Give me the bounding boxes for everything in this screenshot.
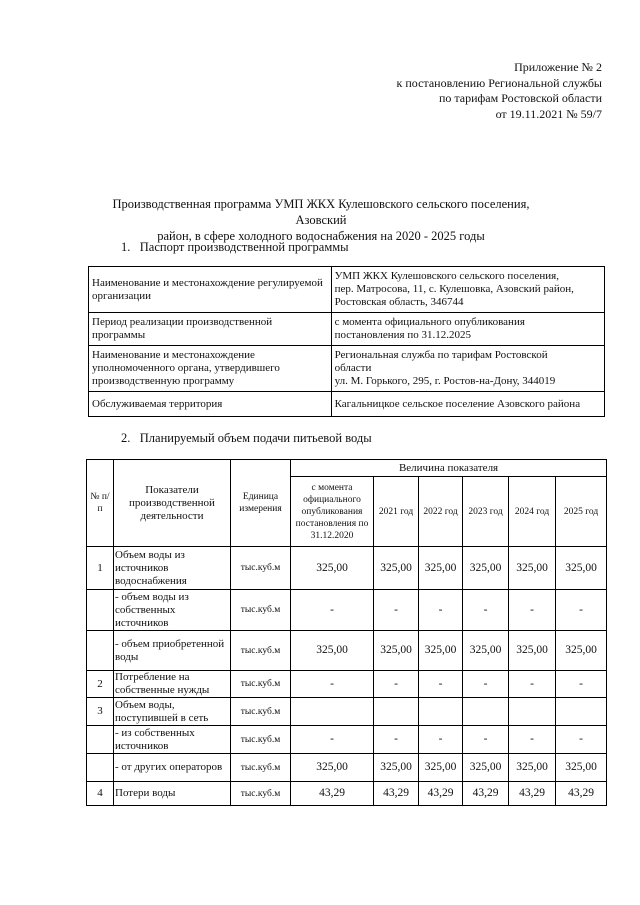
row-value: 43,29 [463, 782, 509, 806]
row-value: - [419, 671, 463, 698]
row-value: - [509, 726, 556, 754]
row-indicator: Потери воды [114, 782, 231, 806]
row-number: 1 [87, 547, 114, 590]
table-row [89, 392, 605, 417]
row-value: 325,00 [509, 631, 556, 671]
row-value [374, 698, 419, 726]
passport-value [331, 392, 604, 417]
appendix-line: к постановлению Региональной службы [396, 75, 602, 90]
passport-table [88, 266, 605, 417]
row-value: - [463, 590, 509, 631]
header-period: 2021 год [374, 477, 419, 547]
row-value: - [291, 726, 374, 754]
section-1-heading [121, 240, 349, 255]
table-header-row [87, 460, 607, 477]
table-row [87, 547, 607, 590]
row-value [419, 698, 463, 726]
header-unit: Единица измерения [231, 460, 291, 547]
value-line: пер. Матросова, 11, с. Кулешовка, Азовский район, [334, 283, 574, 295]
header-period: с момента официального опубликования постановления по 31.12.2020 [291, 477, 374, 547]
row-value: 43,29 [556, 782, 607, 806]
table-row [87, 698, 607, 726]
row-value: 325,00 [291, 547, 374, 590]
row-value: 325,00 [374, 754, 419, 782]
table-row [87, 590, 607, 631]
section-2-heading [121, 431, 372, 446]
row-value [291, 698, 374, 726]
row-value: 325,00 [463, 631, 509, 671]
header-period: 2022 год [419, 477, 463, 547]
appendix-header [397, 60, 602, 122]
value-line: постановления по 31.12.2025 [334, 329, 471, 341]
row-value: - [374, 590, 419, 631]
row-value: 325,00 [463, 547, 509, 590]
document-title [86, 196, 556, 244]
table-row [87, 671, 607, 698]
row-value: 325,00 [291, 631, 374, 671]
row-indicator: - от других операторов [114, 754, 231, 782]
row-indicator: - объем приобретенной воды [114, 631, 231, 671]
passport-label: Обслуживаемая территория [89, 392, 332, 417]
water-volume-table [86, 459, 607, 806]
row-value: - [419, 726, 463, 754]
row-value: - [509, 590, 556, 631]
row-value: 325,00 [419, 754, 463, 782]
value-line: Кагальницкое сельское поселение Азовского района [334, 397, 581, 410]
row-value: - [556, 590, 607, 631]
row-indicator: Потребление на собственные нужды [114, 671, 231, 698]
section-number: 2. [121, 431, 131, 445]
row-indicator: - объем воды из собственных источников [114, 590, 231, 631]
table-row [87, 631, 607, 671]
value-line: Региональная служба по тарифам Ростовской [334, 349, 548, 361]
row-value: - [463, 726, 509, 754]
row-value: - [291, 671, 374, 698]
row-unit: тыс.куб.м [231, 671, 291, 698]
row-value [463, 698, 509, 726]
row-number [87, 590, 114, 631]
header-indicator: Показатели производственной деятельности [114, 460, 231, 547]
row-value [556, 698, 607, 726]
row-unit: тыс.куб.м [231, 698, 291, 726]
table-row [89, 346, 605, 392]
row-unit: тыс.куб.м [231, 631, 291, 671]
row-value: 325,00 [509, 754, 556, 782]
row-unit: тыс.куб.м [231, 782, 291, 806]
row-value: 43,29 [509, 782, 556, 806]
row-value: 325,00 [509, 547, 556, 590]
row-value: - [374, 726, 419, 754]
section-number: 1. [121, 240, 131, 254]
row-value: - [463, 671, 509, 698]
row-value: - [291, 590, 374, 631]
table-row [87, 754, 607, 782]
row-value: 43,29 [419, 782, 463, 806]
appendix-line: Приложение № 2 [514, 60, 602, 74]
row-value: - [556, 726, 607, 754]
row-unit: тыс.куб.м [231, 590, 291, 631]
row-unit: тыс.куб.м [231, 726, 291, 754]
header-value-group: Величина показателя [291, 460, 607, 477]
value-line: ул. М. Горького, 295, г. Ростов-на-Дону, 344019 [334, 375, 556, 387]
row-number: 3 [87, 698, 114, 726]
row-number [87, 726, 114, 754]
section-title: Планируемый объем подачи питьевой воды [139, 431, 372, 445]
row-value: 325,00 [556, 631, 607, 671]
row-value: 325,00 [463, 754, 509, 782]
title-line: район, в сфере холодного водоснабжения на 2020 - 2025 годы [157, 229, 485, 243]
row-value: - [556, 671, 607, 698]
appendix-line: по тарифам Ростовской области [438, 91, 602, 105]
row-value: 325,00 [556, 754, 607, 782]
value-line: с момента официального опубликования [334, 316, 525, 328]
row-unit: тыс.куб.м [231, 754, 291, 782]
value-line: Ростовская область, 346744 [334, 296, 464, 308]
passport-value [331, 346, 604, 392]
row-value: 325,00 [419, 547, 463, 590]
header-period: 2025 год [556, 477, 607, 547]
row-number [87, 631, 114, 671]
row-value: - [509, 671, 556, 698]
passport-label: Наименование и местонахождение уполномоченного органа, утвердившего производственную программу [89, 346, 332, 392]
passport-value [331, 267, 604, 313]
title-line: Производственная программа УМП ЖКХ Кулешовского сельского поселения, Азовский [112, 197, 530, 227]
row-unit: тыс.куб.м [231, 547, 291, 590]
table-row [89, 267, 605, 313]
row-value: 43,29 [291, 782, 374, 806]
table-row [87, 726, 607, 754]
row-value: 43,29 [374, 782, 419, 806]
passport-value [331, 313, 604, 346]
row-value: 325,00 [291, 754, 374, 782]
table-row [89, 313, 605, 346]
header-num: № п/ п [87, 460, 114, 547]
passport-label: Наименование и местонахождение регулируемой организации [89, 267, 332, 313]
row-indicator: Объем воды, поступившей в сеть [114, 698, 231, 726]
appendix-line: от 19.11.2021 № 59/7 [495, 106, 602, 121]
row-indicator: Объем воды из источников водоснабжения [114, 547, 231, 590]
header-period: 2024 год [509, 477, 556, 547]
table-row [87, 782, 607, 806]
value-line: области [334, 362, 372, 374]
passport-label: Период реализации производственной программы [89, 313, 332, 346]
row-value: 325,00 [556, 547, 607, 590]
row-value: 325,00 [419, 631, 463, 671]
row-indicator: - из собственных источников [114, 726, 231, 754]
row-value: - [374, 671, 419, 698]
section-title: Паспорт производственной программы [139, 240, 349, 254]
row-number [87, 754, 114, 782]
row-number: 2 [87, 671, 114, 698]
row-value: - [419, 590, 463, 631]
row-value [509, 698, 556, 726]
row-number: 4 [87, 782, 114, 806]
header-period: 2023 год [463, 477, 509, 547]
row-value: 325,00 [374, 547, 419, 590]
row-value: 325,00 [374, 631, 419, 671]
value-line: УМП ЖКХ Кулешовского сельского поселения, [334, 270, 559, 282]
